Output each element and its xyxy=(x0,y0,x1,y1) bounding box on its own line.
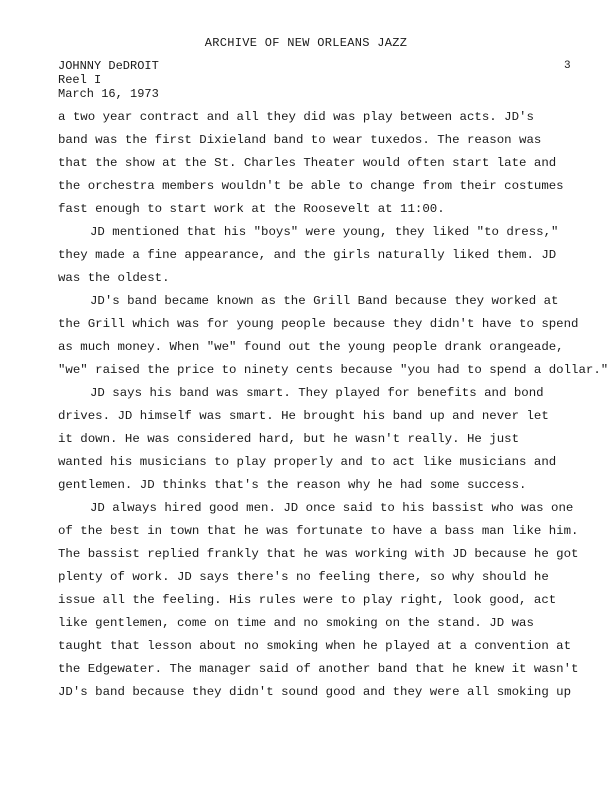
text-line: fast enough to start work at the Roosevelt at 11:00. xyxy=(58,202,445,216)
interviewee-name: JOHNNY DeDROIT xyxy=(58,59,159,73)
text-line: was the oldest. xyxy=(58,271,170,285)
reel-label: Reel I xyxy=(58,73,102,87)
text-line: band was the first Dixieland band to wear tuxedos. The reason was xyxy=(58,133,542,147)
text-line: it down. He was considered hard, but he wasn't really. He just xyxy=(58,432,520,446)
page-number: 3 xyxy=(564,60,571,72)
text-line: issue all the feeling. His rules were to play right, look good, act xyxy=(58,593,557,607)
text-line: drives. JD himself was smart. He brought his band up and never let xyxy=(58,409,549,423)
text-line: the orchestra members wouldn't be able to change from their costumes xyxy=(58,179,564,193)
transcript-body xyxy=(58,106,609,704)
text-line: JD always hired good men. JD once said to his bassist who was one xyxy=(90,501,574,515)
interview-date: March 16, 1973 xyxy=(58,87,159,101)
text-line: a two year contract and all they did was play between acts. JD's xyxy=(58,110,534,124)
text-line: the Edgewater. The manager said of another band that he knew it wasn't xyxy=(58,662,579,676)
text-line: JD's band became known as the Grill Band because they worked at xyxy=(90,294,559,308)
text-line: "we" raised the price to ninety cents because "you had to spend a dollar." xyxy=(58,363,609,377)
text-line: wanted his musicians to play properly and to act like musicians and xyxy=(58,455,557,469)
text-line: they made a fine appearance, and the girls naturally liked them. JD xyxy=(58,248,557,262)
transcript-header xyxy=(58,59,159,101)
archive-title: ARCHIVE OF NEW ORLEANS JAZZ xyxy=(204,36,408,50)
text-line: gentlemen. JD thinks that's the reason why he had some success. xyxy=(58,478,527,492)
text-line: JD mentioned that his "boys" were young, they liked "to dress," xyxy=(90,225,559,239)
text-line: plenty of work. JD says there's no feeling there, so why should he xyxy=(58,570,549,584)
text-line: like gentlemen, come on time and no smoking on the stand. JD was xyxy=(58,616,534,630)
text-line: JD says his band was smart. They played for benefits and bond xyxy=(90,386,544,400)
text-line: The bassist replied frankly that he was working with JD because he got xyxy=(58,547,579,561)
text-line: that the show at the St. Charles Theater would often start late and xyxy=(58,156,557,170)
text-line: JD's band because they didn't sound good and they were all smoking up xyxy=(58,685,572,699)
text-line: taught that lesson about no smoking when he played at a convention at xyxy=(58,639,572,653)
text-line: the Grill which was for young people because they didn't have to spend xyxy=(58,317,579,331)
text-line: of the best in town that he was fortunate to have a bass man like him. xyxy=(58,524,579,538)
text-line: as much money. When "we" found out the young people drank orangeade, xyxy=(58,340,564,354)
